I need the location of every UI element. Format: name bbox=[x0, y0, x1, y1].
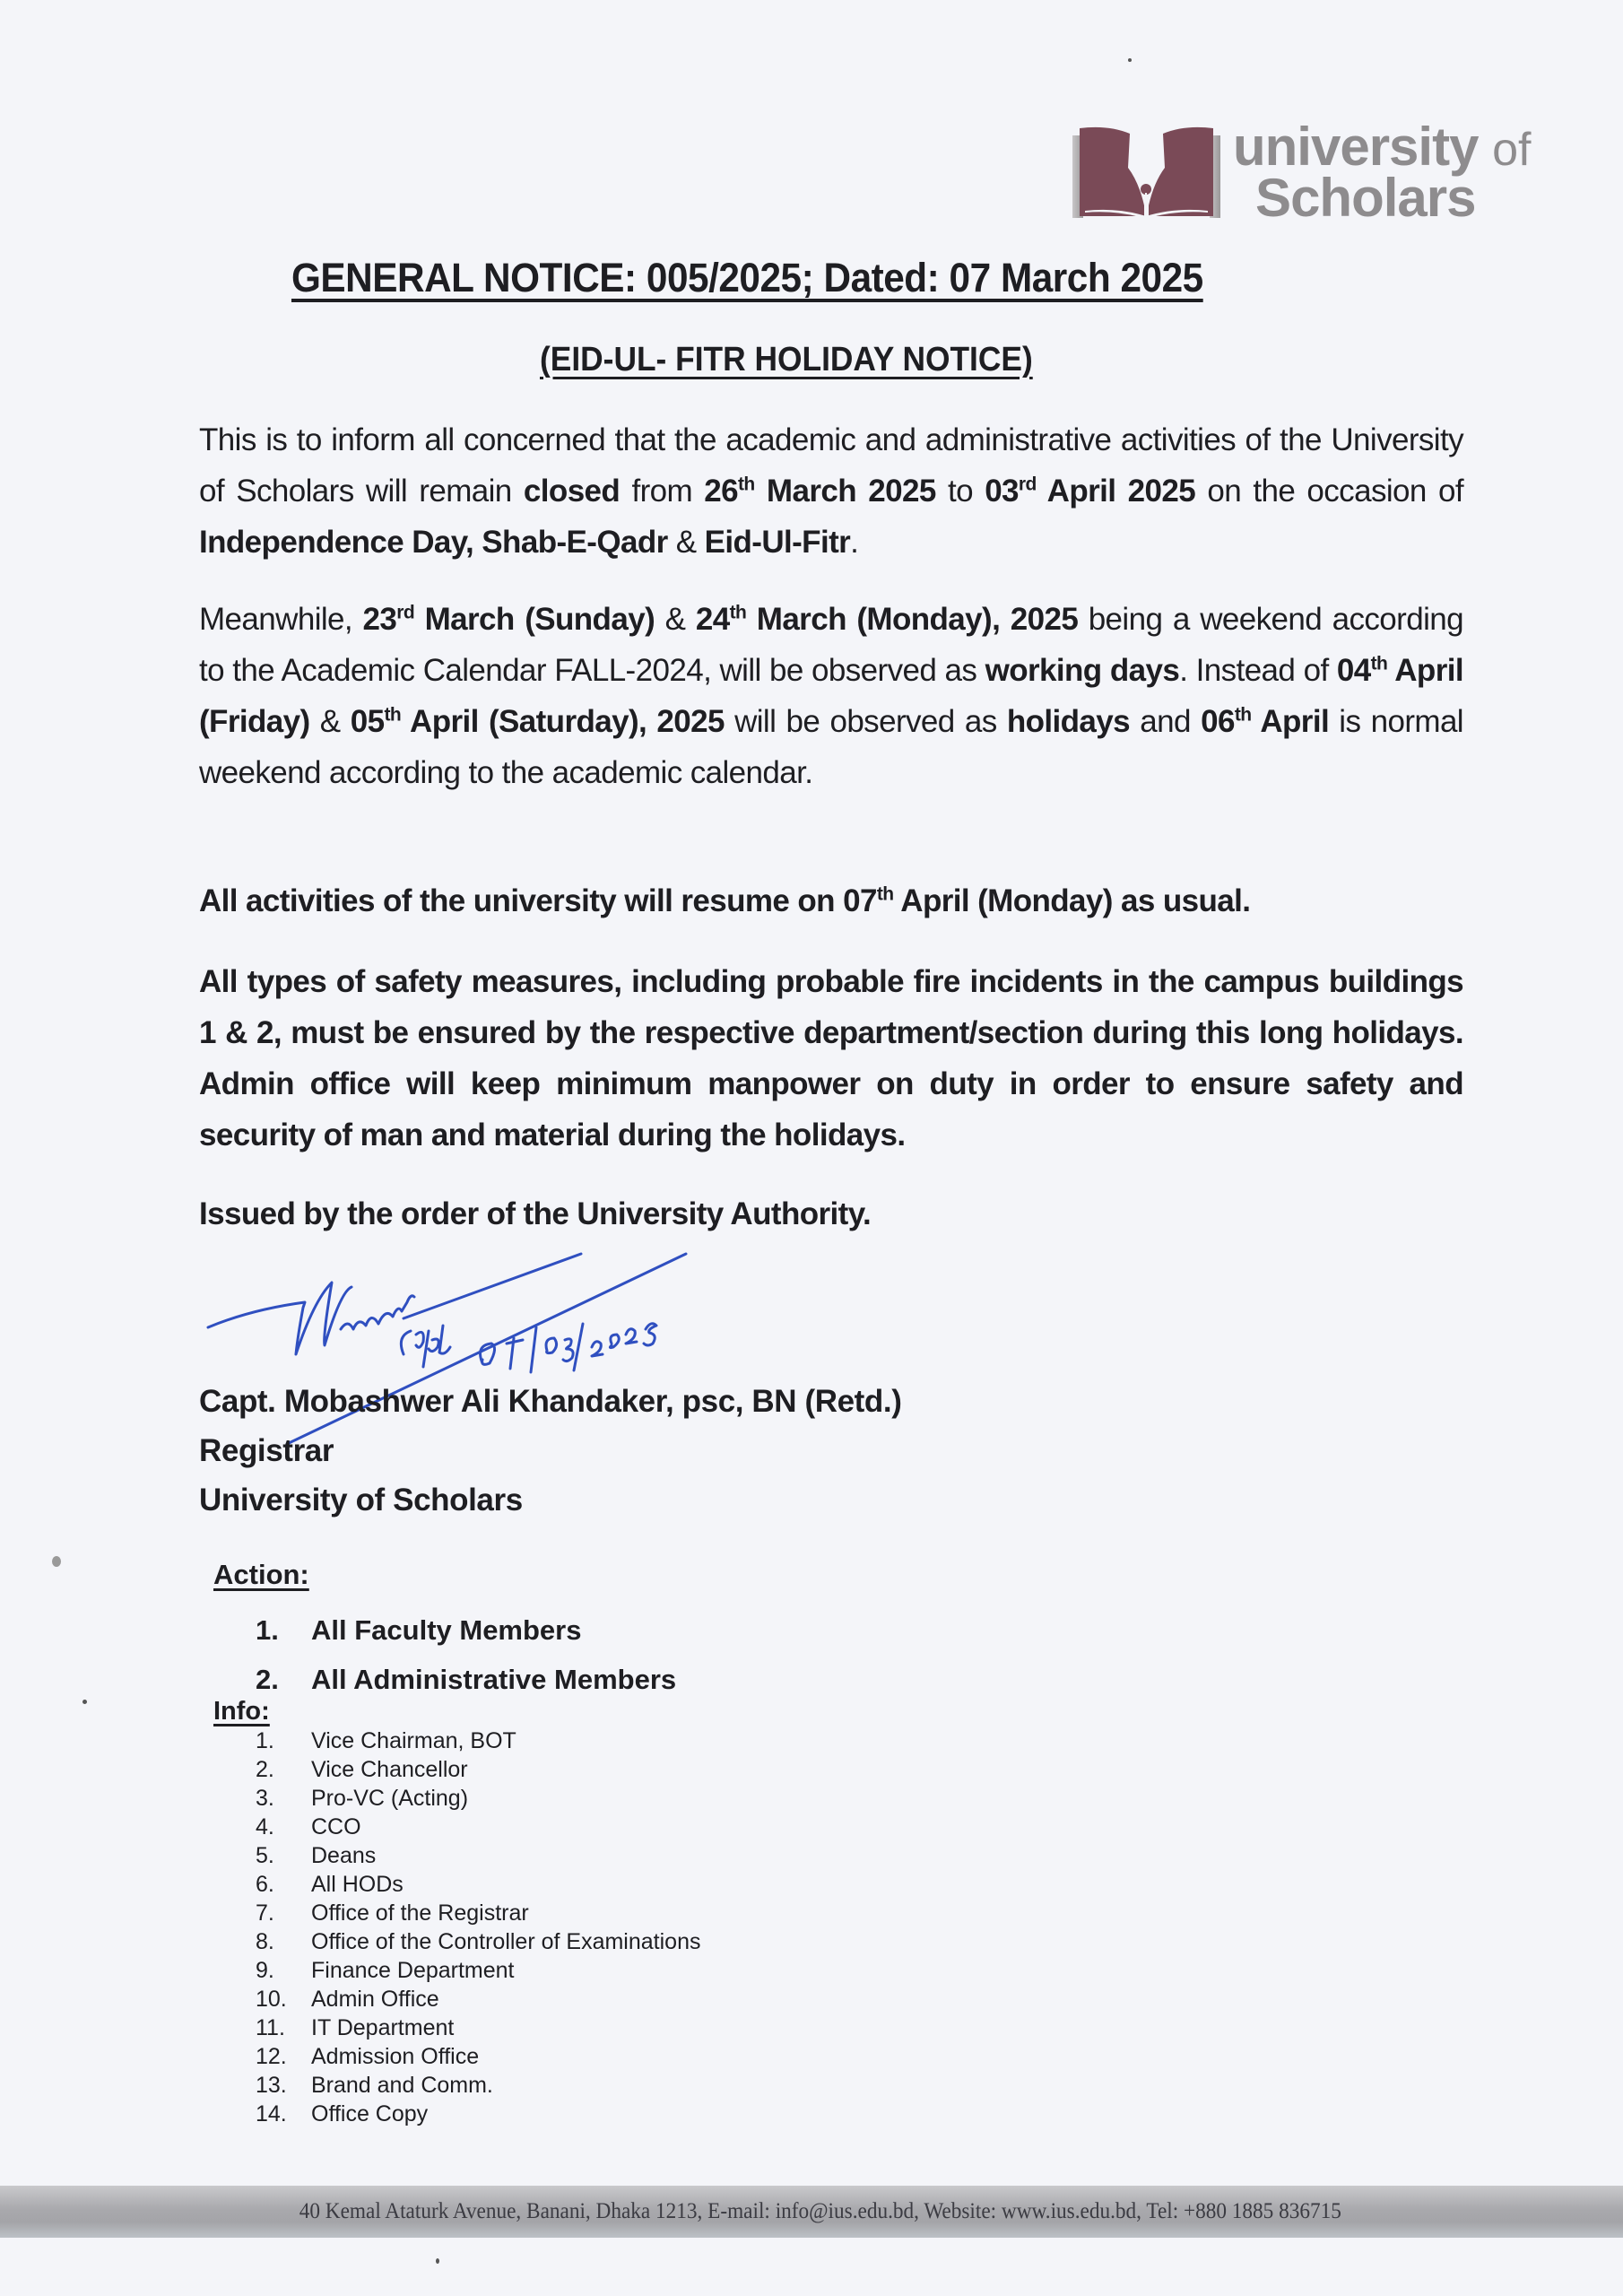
text: . bbox=[850, 525, 859, 560]
signer-name: Capt. Mobashwer Ali Khandaker, psc, BN (Retd.) bbox=[199, 1384, 902, 1419]
text: Meanwhile, bbox=[199, 602, 363, 637]
list-item bbox=[256, 2100, 700, 2128]
list-item bbox=[256, 1841, 700, 1870]
item-number: 6. bbox=[256, 1872, 274, 1897]
signer-block bbox=[199, 1377, 902, 1525]
text: from bbox=[620, 474, 705, 509]
footer-bar bbox=[0, 2186, 1623, 2238]
ordinal-suffix: th bbox=[876, 883, 894, 905]
item-number: 13. bbox=[256, 2073, 287, 2098]
ordinal-suffix: rd bbox=[396, 602, 415, 623]
text: and bbox=[1130, 704, 1202, 739]
item-text: Admission Office bbox=[311, 2044, 480, 2069]
list-item bbox=[256, 1784, 700, 1813]
bold-text: Independence Day, Shab-E-Qadr bbox=[199, 525, 668, 560]
bold-text: 04 bbox=[1336, 653, 1371, 688]
logo-line2: Scholars bbox=[1255, 168, 1476, 229]
notice-title: GENERAL NOTICE: 005/2025; Dated: 07 March 2025 bbox=[291, 255, 1203, 300]
logo-line1: university bbox=[1233, 117, 1479, 177]
paragraph-resume bbox=[199, 875, 1463, 926]
action-label: Action: bbox=[213, 1559, 309, 1590]
ordinal-suffix: th bbox=[729, 602, 747, 623]
text: This is to inform all concerned that the academic and administrative activities of the University of Scholars will remain bbox=[199, 422, 1463, 509]
bold-text: April (Saturday), 2025 bbox=[401, 704, 725, 739]
list-item bbox=[256, 1813, 700, 1841]
item-text: CCO bbox=[311, 1814, 361, 1839]
item-number: 3. bbox=[256, 1786, 274, 1811]
university-logo bbox=[1072, 117, 1532, 229]
item-number: 11. bbox=[256, 2015, 285, 2040]
item-number: 5. bbox=[256, 1843, 274, 1868]
bold-text: Eid-Ul-Fitr bbox=[704, 525, 851, 560]
item-text: Brand and Comm. bbox=[311, 2073, 493, 2098]
item-number: 2. bbox=[256, 1757, 274, 1782]
item-number: 12. bbox=[256, 2044, 287, 2069]
item-text: All HODs bbox=[311, 1872, 404, 1897]
item-number: 4. bbox=[256, 1814, 274, 1839]
bold-text: 03 bbox=[985, 474, 1019, 509]
bold-text: 24 bbox=[695, 602, 730, 637]
paragraph-working-days bbox=[199, 594, 1463, 798]
item-number: 1. bbox=[256, 1614, 279, 1646]
item-text: IT Department bbox=[311, 2015, 455, 2040]
item-text: Vice Chairman, BOT bbox=[311, 1728, 516, 1753]
scan-speck bbox=[82, 1700, 87, 1704]
list-item bbox=[256, 1605, 676, 1655]
list-item bbox=[256, 1655, 676, 1704]
bold-text: April 2025 bbox=[1036, 474, 1196, 509]
bold-text: March (Monday), 2025 bbox=[746, 602, 1079, 637]
info-list bbox=[256, 1726, 700, 2128]
list-item bbox=[256, 1927, 700, 1956]
text: & bbox=[655, 602, 696, 637]
logo-line1-suffix: of bbox=[1492, 124, 1532, 176]
text: on the occasion of bbox=[1195, 474, 1463, 509]
item-text: Admin Office bbox=[311, 1987, 439, 2012]
ordinal-suffix: th bbox=[738, 474, 755, 495]
item-text: Deans bbox=[311, 1843, 377, 1868]
notice-subtitle: (EID-UL- FITR HOLIDAY NOTICE) bbox=[540, 341, 1033, 378]
bold-text: holidays bbox=[1006, 704, 1131, 739]
item-number: 10. bbox=[256, 1987, 287, 2012]
ordinal-suffix: th bbox=[384, 704, 402, 726]
item-text: All Administrative Members bbox=[311, 1664, 677, 1695]
item-text: Pro-VC (Acting) bbox=[311, 1786, 469, 1811]
text: . Instead of bbox=[1179, 653, 1337, 688]
scan-speck bbox=[52, 1556, 61, 1567]
info-label: Info: bbox=[213, 1697, 270, 1726]
open-book-pen-icon bbox=[1072, 123, 1220, 222]
bold-text: 05 bbox=[350, 704, 385, 739]
bold-text: 06 bbox=[1201, 704, 1235, 739]
text: All activities of the university will resume on 07 bbox=[199, 883, 877, 918]
bold-text: closed bbox=[523, 474, 621, 509]
list-item bbox=[256, 1755, 700, 1784]
bold-text: working days bbox=[985, 653, 1180, 688]
scan-speck bbox=[436, 2258, 439, 2264]
text: & bbox=[309, 704, 351, 739]
paragraph-closure bbox=[199, 414, 1463, 568]
ordinal-suffix: th bbox=[1234, 704, 1252, 726]
logo-wordmark bbox=[1233, 117, 1532, 229]
action-list bbox=[256, 1605, 676, 1704]
bold-text: April bbox=[1251, 704, 1330, 739]
text: April (Monday) as usual. bbox=[893, 883, 1251, 918]
list-item bbox=[256, 2071, 700, 2100]
ordinal-suffix: rd bbox=[1018, 474, 1037, 495]
item-text: Office of the Controller of Examinations bbox=[311, 1929, 701, 1954]
bold-text: 23 bbox=[362, 602, 397, 637]
item-number: 2. bbox=[256, 1664, 279, 1695]
text: is normal weekend according to the academic calendar. bbox=[199, 704, 1463, 790]
item-text: All Faculty Members bbox=[311, 1614, 582, 1646]
list-item bbox=[256, 1870, 700, 1899]
text: & bbox=[667, 525, 705, 560]
scan-speck bbox=[1128, 58, 1132, 62]
bold-text: March 2025 bbox=[754, 474, 936, 509]
paragraph-safety: All types of safety measures, including probable fire incidents in the campus buildings 1 & 2, must be ensured by the respective department/section during this long holidays. Admin office will keep minimum manpower on duty in order to ensure safety and security of man and material during the holidays. bbox=[199, 964, 1463, 1152]
bold-text: April (Friday) bbox=[199, 653, 1463, 739]
list-item bbox=[256, 1726, 700, 1755]
item-number: 9. bbox=[256, 1958, 274, 1983]
item-number: 7. bbox=[256, 1900, 274, 1926]
item-text: Office of the Registrar bbox=[311, 1900, 529, 1926]
signer-organization: University of Scholars bbox=[199, 1483, 523, 1518]
ordinal-suffix: th bbox=[1370, 653, 1388, 674]
item-number: 1. bbox=[256, 1728, 274, 1753]
paragraph-issued-by: Issued by the order of the University Authority. bbox=[199, 1196, 872, 1231]
bold-text: 26 bbox=[704, 474, 739, 509]
list-item bbox=[256, 2013, 700, 2042]
text: to bbox=[935, 474, 985, 509]
text: will be observed as bbox=[724, 704, 1007, 739]
signer-designation: Registrar bbox=[199, 1433, 334, 1468]
list-item bbox=[256, 1985, 700, 2013]
item-number: 14. bbox=[256, 2101, 287, 2126]
list-item bbox=[256, 1956, 700, 1985]
item-number: 8. bbox=[256, 1929, 274, 1954]
list-item bbox=[256, 2042, 700, 2071]
bold-text: March (Sunday) bbox=[414, 602, 655, 637]
item-text: Finance Department bbox=[311, 1958, 515, 1983]
item-text: Office Copy bbox=[311, 2101, 429, 2126]
list-item bbox=[256, 1899, 700, 1927]
footer-address: 40 Kemal Ataturk Avenue, Banani, Dhaka 1213, E-mail: info@ius.edu.bd, Website: www.ius.edu.bd, Tel: +880 1885 836715 bbox=[299, 2199, 1342, 2223]
item-text: Vice Chancellor bbox=[311, 1757, 468, 1782]
text: being a weekend according to the Academic Calendar FALL-2024, will be observed as bbox=[199, 602, 1463, 688]
